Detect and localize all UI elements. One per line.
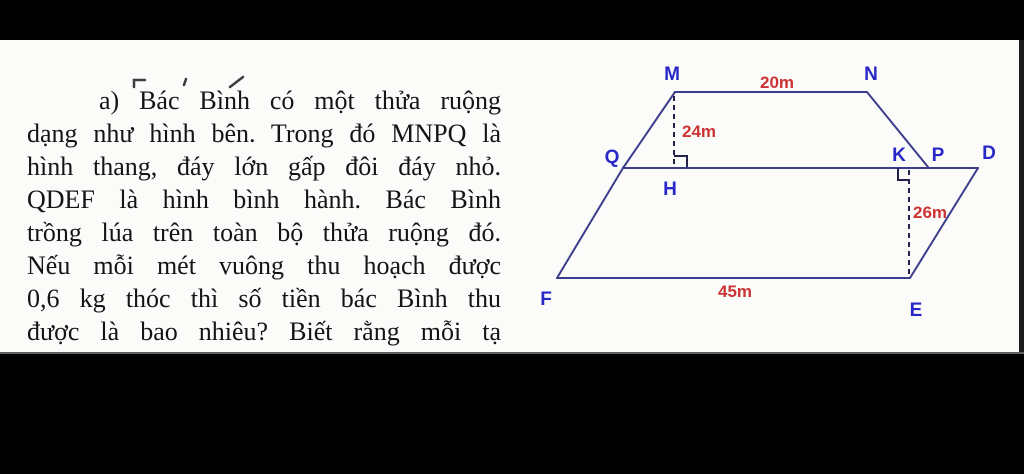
vertex-label-e: E (909, 300, 923, 321)
vertex-label-f: F (540, 289, 552, 310)
length-label-mn: 20m (759, 73, 795, 92)
vertex-label-m: M (664, 64, 680, 85)
length-label-ke: 26m (913, 203, 948, 222)
problem-line: a) Bác Bình có một thửa ruộng (99, 86, 501, 115)
problem-line: hình thang, đáy lớn gấp đôi đáy nhỏ. (27, 152, 501, 181)
problem-line: QDEF là hình bình hành. Bác Bình (27, 185, 501, 214)
problem-line: 0,6 kg thóc thì số tiền bác Bình thu (27, 284, 501, 313)
vertex-label-k: K (892, 145, 906, 166)
side-mq (623, 92, 675, 168)
vertex-label-p: P (931, 145, 945, 166)
letterbox-top-bar (0, 0, 1024, 41)
vertex-label-h: H (663, 179, 677, 200)
length-label-mh: 24m (682, 122, 717, 141)
sides-qf-fe-ed (557, 168, 978, 278)
problem-line: trồng lúa trên toàn bộ thửa ruộng đó. (27, 218, 501, 247)
problem-line: Nếu mỗi mét vuông thu hoạch được (27, 251, 501, 280)
letterbox-bottom-bar (0, 352, 1024, 474)
length-label-fe: 45m (717, 282, 753, 301)
geometry-figure (0, 40, 1024, 352)
vertex-label-d: D (982, 143, 996, 164)
right-angle-at-k (898, 168, 909, 180)
problem-line: được là bao nhiêu? Biết rằng mỗi tạ (27, 317, 501, 346)
vertex-label-q: Q (604, 147, 620, 168)
problem-line: dạng như hình bên. Trong đó MNPQ là (27, 119, 501, 148)
right-angle-at-h (674, 156, 687, 167)
vertex-label-n: N (864, 64, 878, 85)
scan-edge-strip (1019, 40, 1024, 352)
